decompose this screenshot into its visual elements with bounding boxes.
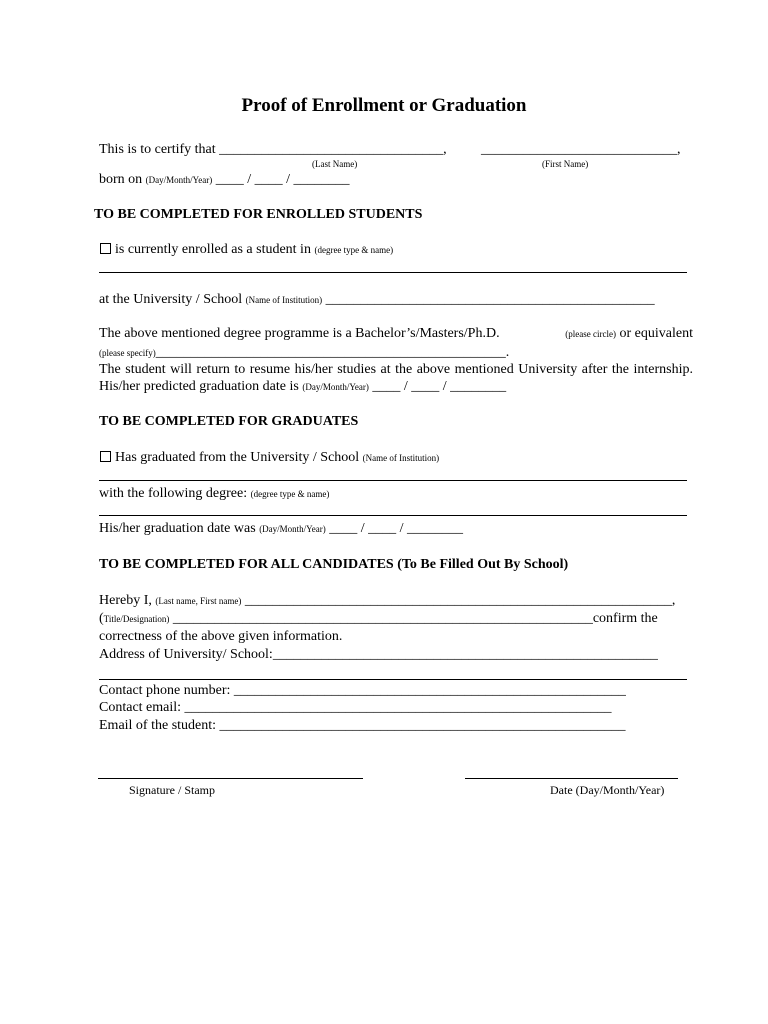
graduates-heading: TO BE COMPLETED FOR GRADUATES xyxy=(99,414,359,429)
hereby-label: Hereby I, xyxy=(99,593,152,608)
return-paragraph xyxy=(99,361,693,396)
degree-label: with the following degree: xyxy=(99,486,248,501)
address-field[interactable]: _______________________________________________________ xyxy=(272,647,658,662)
graduated-checkbox[interactable] xyxy=(100,451,111,462)
phone-field[interactable]: ________________________________________________________ xyxy=(233,683,626,698)
graduated-institution-line[interactable] xyxy=(99,480,687,481)
predicted-date-field[interactable]: ____ / ____ / ________ xyxy=(372,379,507,394)
enrolled-checkbox[interactable] xyxy=(100,243,111,254)
confirm-text: confirm the xyxy=(592,611,658,626)
grad-date-label: His/her graduation date was xyxy=(99,521,256,536)
signature-label: Signature / Stamp xyxy=(129,783,215,797)
student-email-row xyxy=(99,719,626,733)
predicted-date-hint: (Day/Month/Year) xyxy=(302,382,369,392)
specify-field[interactable]: __________________________________________________. xyxy=(155,345,510,360)
specify-row xyxy=(99,346,509,360)
title-open-paren: ( xyxy=(99,611,104,626)
phone-row xyxy=(99,684,626,698)
signature-line[interactable] xyxy=(98,778,363,779)
enrolled-checkbox-label: is currently enrolled as a student in xyxy=(115,242,311,257)
student-email-label: Email of the student: xyxy=(99,718,217,733)
enrolled-degree-line[interactable] xyxy=(99,272,687,273)
enrolled-institution-hint: (Name of Institution) xyxy=(245,295,323,305)
graduated-institution-hint: (Name of Institution) xyxy=(362,453,440,463)
correctness-text: correctness of the above given information. xyxy=(99,629,343,644)
date-label: Date (Day/Month/Year) xyxy=(550,783,665,797)
degree-row xyxy=(99,487,329,501)
programme-row xyxy=(99,327,693,341)
page-title: Proof of Enrollment or Graduation xyxy=(241,95,527,116)
enrolled-institution-field[interactable]: _______________________________________________ xyxy=(325,292,655,307)
grad-date-hint: (Day/Month/Year) xyxy=(259,524,326,534)
born-on-label: born on xyxy=(99,172,143,187)
address-label: Address of University/ School: xyxy=(99,647,273,662)
hereby-hint: (Last name, First name) xyxy=(155,596,242,606)
title-row xyxy=(99,612,658,626)
grad-date-field[interactable]: ____ / ____ / ________ xyxy=(329,521,464,536)
programme-text: The above mentioned degree programme is a Bachelor’s/Masters/Ph.D. xyxy=(99,326,500,341)
graduated-checkbox-row xyxy=(100,451,439,465)
first-name-hint: (First Name) xyxy=(542,159,589,169)
enrolled-institution-row xyxy=(99,293,655,307)
first-name-field[interactable]: ____________________________, xyxy=(481,142,681,157)
born-on-row xyxy=(99,173,350,187)
address-line-2[interactable] xyxy=(99,679,687,680)
certify-text: This is to certify that ________________________________, xyxy=(99,142,447,157)
email-label: Contact email: xyxy=(99,700,182,715)
date-line[interactable] xyxy=(465,778,678,779)
email-field[interactable]: _____________________________________________________________ xyxy=(184,700,612,715)
title-hint: Title/Designation) xyxy=(103,614,170,624)
enrolled-heading: TO BE COMPLETED FOR ENROLLED STUDENTS xyxy=(94,207,423,222)
return-text: The student will return to resume his/her studies at the above mentioned University after the internship. His/her predicted graduation date is xyxy=(99,362,693,394)
student-email-field[interactable]: __________________________________________________________ xyxy=(219,718,626,733)
last-name-hint: (Last Name) xyxy=(312,159,358,169)
title-field[interactable]: ____________________________________________________________ xyxy=(172,611,593,626)
enrolled-institution-label: at the University / School xyxy=(99,292,243,307)
all-candidates-heading: TO BE COMPLETED FOR ALL CANDIDATES (To Be Filled Out By School) xyxy=(99,557,569,572)
graduated-checkbox-label: Has graduated from the University / School xyxy=(115,450,360,465)
enrolled-degree-hint: (degree type & name) xyxy=(314,245,394,255)
please-circle-hint: (please circle) xyxy=(565,329,617,339)
or-equivalent: or equivalent xyxy=(619,326,693,341)
birth-date-field[interactable]: ____ / ____ / ________ xyxy=(215,172,350,187)
please-specify-hint: (please specify) xyxy=(99,348,156,358)
born-on-hint: (Day/Month/Year) xyxy=(145,175,213,185)
enrolled-checkbox-row xyxy=(100,243,393,257)
hereby-field[interactable]: _____________________________________________________________, xyxy=(244,593,676,608)
address-row xyxy=(99,648,658,662)
grad-date-row xyxy=(99,522,463,536)
degree-hint: (degree type & name) xyxy=(250,489,330,499)
email-row xyxy=(99,701,612,715)
phone-label: Contact phone number: xyxy=(99,683,231,698)
degree-line[interactable] xyxy=(99,515,687,516)
hereby-row xyxy=(99,594,675,608)
